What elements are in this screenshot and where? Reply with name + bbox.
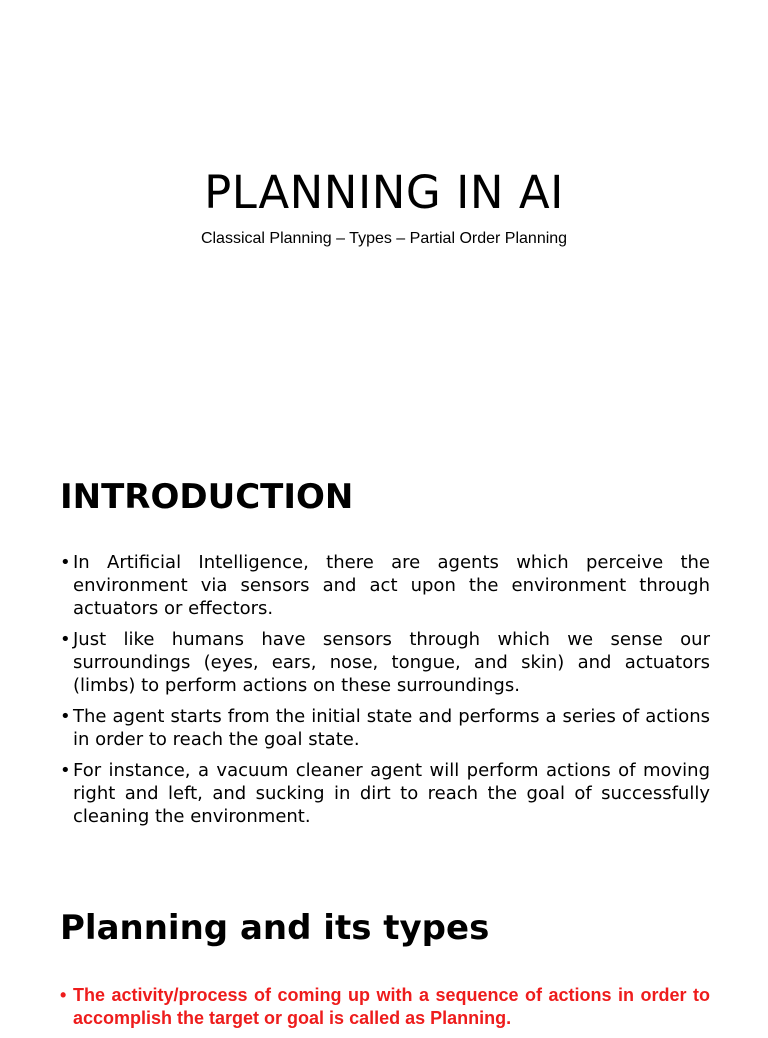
bullet-text: In Artificial Intelligence, there are agents which perceive the environment via sensors and act upon the environment through actuators or effectors. xyxy=(73,552,710,619)
list-item xyxy=(60,984,710,1030)
bullet-text: The agent starts from the initial state and performs a series of actions in order to reach the goal state. xyxy=(73,706,710,750)
slide-title: PLANNING IN AI xyxy=(204,166,564,219)
list-item xyxy=(60,628,710,697)
planning-types-heading: Planning and its types xyxy=(60,908,490,948)
bullet-icon: • xyxy=(60,629,71,650)
list-item xyxy=(60,551,710,620)
bullet-text: Just like humans have sensors through which we sense our surroundings (eyes, ears, nose, tongue, and skin) and actuators (limbs) to perform actions on these surroundings. xyxy=(73,629,710,696)
planning-types-bullet-list xyxy=(60,984,710,1038)
slide-subtitle: Classical Planning – Types – Partial Order Planning xyxy=(200,230,568,247)
bullet-text: For instance, a vacuum cleaner agent will perform actions of moving right and left, and sucking in dirt to reach the goal of successfully cleaning the environment. xyxy=(73,760,710,827)
introduction-bullet-list xyxy=(60,551,710,836)
bullet-icon: • xyxy=(60,552,71,573)
title-slide xyxy=(0,0,768,430)
bullet-icon: • xyxy=(60,706,71,727)
bullet-icon: • xyxy=(60,985,67,1005)
list-item xyxy=(60,759,710,828)
bullet-text: The activity/process of coming up with a sequence of actions in order to accomplish the target or goal is called as Planning. xyxy=(73,985,710,1028)
bullet-icon: • xyxy=(60,760,71,781)
list-item xyxy=(60,705,710,751)
introduction-heading: INTRODUCTION xyxy=(60,477,354,517)
